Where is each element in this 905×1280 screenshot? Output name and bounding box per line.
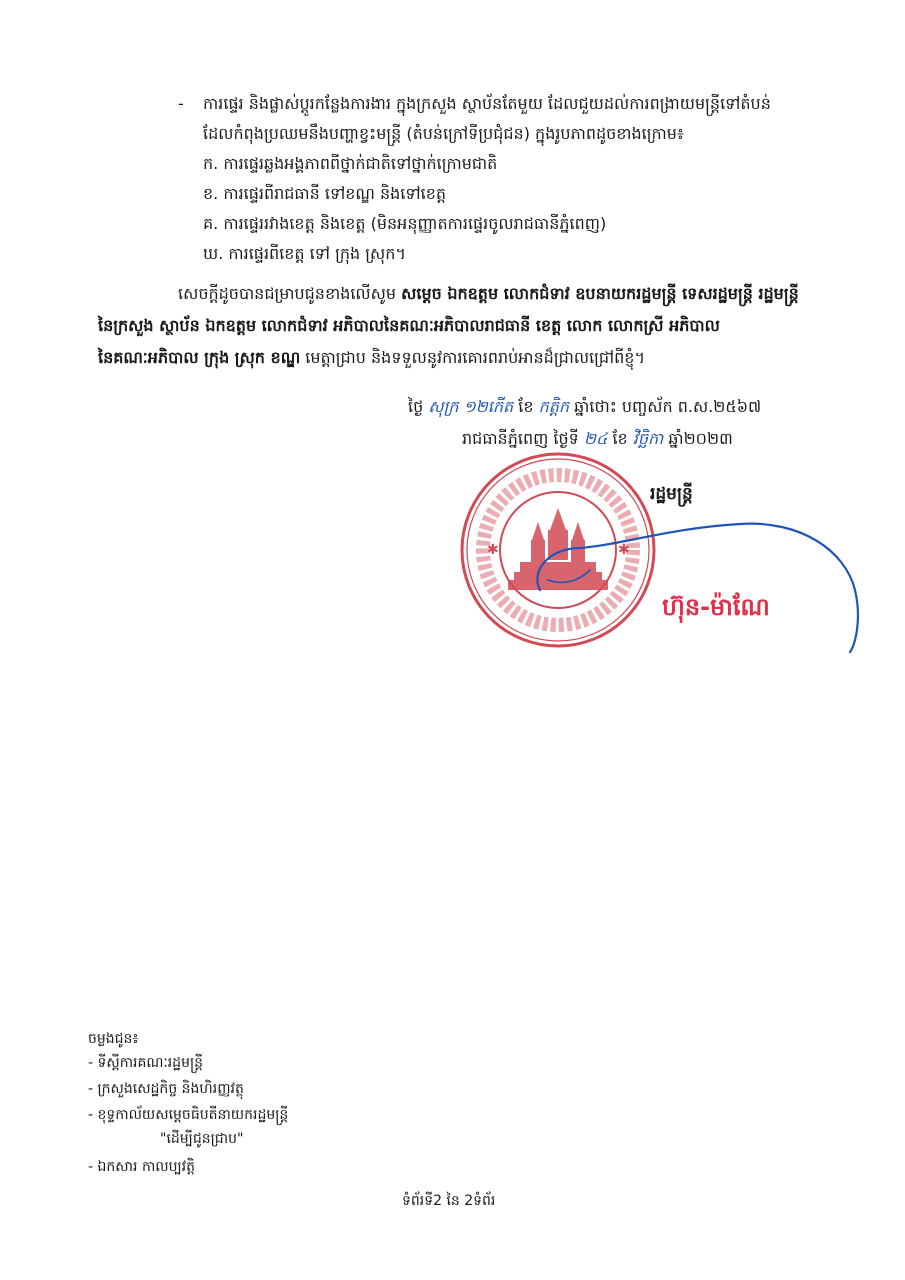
bullet-line-1: ការផ្ទេរ និងផ្លាស់ប្តូរកន្លែងការងារ ក្នុងក្រសួង ស្ថាប័នតែមួយ ដែលជួយដល់ការពង្រាយមន្ត្រីទៅតំបន់ [203,94,771,113]
svg-text:✱: ✱ [487,542,499,558]
solar-date-prefix: រាជធានីភ្នំពេញ ថ្ងៃទី [462,429,579,448]
bullet-line-2: ដែលកំពុងប្រឈមនឹងបញ្ហាខ្វះមន្ត្រី (តំបន់ក្រៅទីប្រជុំជន) ក្នុងរូបភាពដូចខាងក្រោម៖ [203,124,684,143]
subitem-ko: គ. ការផ្ទេររវាងខេត្ត និងខេត្ត (មិនអនុញ្ញាតការផ្ទេរចូលរាជធានីភ្នំពេញ) [203,214,607,233]
subitem-kha: ខ. ការផ្ទេរពីរាជធានី ទៅខណ្ឌ និងទៅខេត្ត [203,184,446,203]
signatory-title: រដ្ឋមន្ត្រី [650,484,693,504]
lunar-date-handwritten-day: សុក្រ ១២កើត [428,397,514,416]
solar-date-year: ឆ្នាំ២០២៣ [668,429,733,448]
subitem-kho: ឃ. ការផ្ទេរពីខេត្ត ទៅ ក្រុង ស្រុក។ [203,244,406,263]
closing-line-1-text: សេចក្តីដូចបានជម្រាបជូនខាងលើសូម [178,284,402,303]
lunar-date-handwritten-month: កត្តិក [538,397,570,416]
cc-item-council: - ទីស្តីការគណៈរដ្ឋមន្ត្រី [88,1055,204,1071]
lunar-date-line [408,397,761,417]
cc-item-cabinet: - ខុទ្ទកាល័យសម្តេចធិបតីនាយករដ្ឋមន្ត្រី [88,1107,289,1123]
subitem-ka: ក. ការផ្ទេរឆ្លងអង្គភាពពីថ្នាក់ជាតិទៅថ្នាក់ក្រោមជាតិ [203,154,498,173]
solar-date-handwritten-month: វិច្ឆិកា [632,429,664,448]
lunar-date-suffix: ឆ្នាំថោះ បញ្ចស័ក ព.ស.២៥៦៧ [574,397,762,416]
svg-text:✱: ✱ [618,542,630,558]
solar-date-month-label: ខែ [612,429,628,448]
cc-note: "ដើម្បីជូនជ្រាប" [160,1131,244,1147]
bullet-dash: - [178,94,184,113]
closing-line-1-titles: សម្តេច ឯកឧត្តម លោកជំទាវ ឧបនាយករដ្ឋមន្ត្រី ទេសរដ្ឋមន្ត្រី រដ្ឋមន្ត្រី [401,284,799,303]
signature-stroke [510,510,870,660]
closing-line-3 [98,348,645,368]
closing-line-2: នៃក្រសួង ស្ថាប័ន ឯកឧត្តម លោកជំទាវ អភិបាលនៃគណៈអភិបាលរាជធានី ខេត្ត លោក លោកស្រី អភិបាល [98,316,720,335]
lunar-date-prefix: ថ្ងៃ [408,397,424,416]
cc-heading: ចម្លងជូន៖ [88,1031,139,1047]
closing-line-1 [178,284,799,304]
solar-date-handwritten-day: ២៤ [583,429,608,448]
cc-item-finance: - ក្រសួងសេដ្ឋកិច្ច និងហិរញ្ញវត្ថុ [88,1081,244,1097]
cc-item-archive: - ឯកសារ កាលប្បវត្តិ [88,1159,195,1175]
solar-date-line [462,429,733,449]
page-number: ទំព័រទី2 នៃ 2ទំព័រ [402,1193,496,1209]
closing-line-3-text: មេត្តាជ្រាប និងទទួលនូវការគោរពរាប់អានដ៏ជ្រាលជ្រៅពីខ្ញុំ។ [300,348,645,367]
lunar-date-month-label: ខែ [518,397,534,416]
closing-line-3-titles: នៃគណៈអភិបាល ក្រុង ស្រុក ខណ្ឌ [98,348,301,367]
signatory-name: ហ៊ុន-ម៉ាណែ [662,593,770,621]
